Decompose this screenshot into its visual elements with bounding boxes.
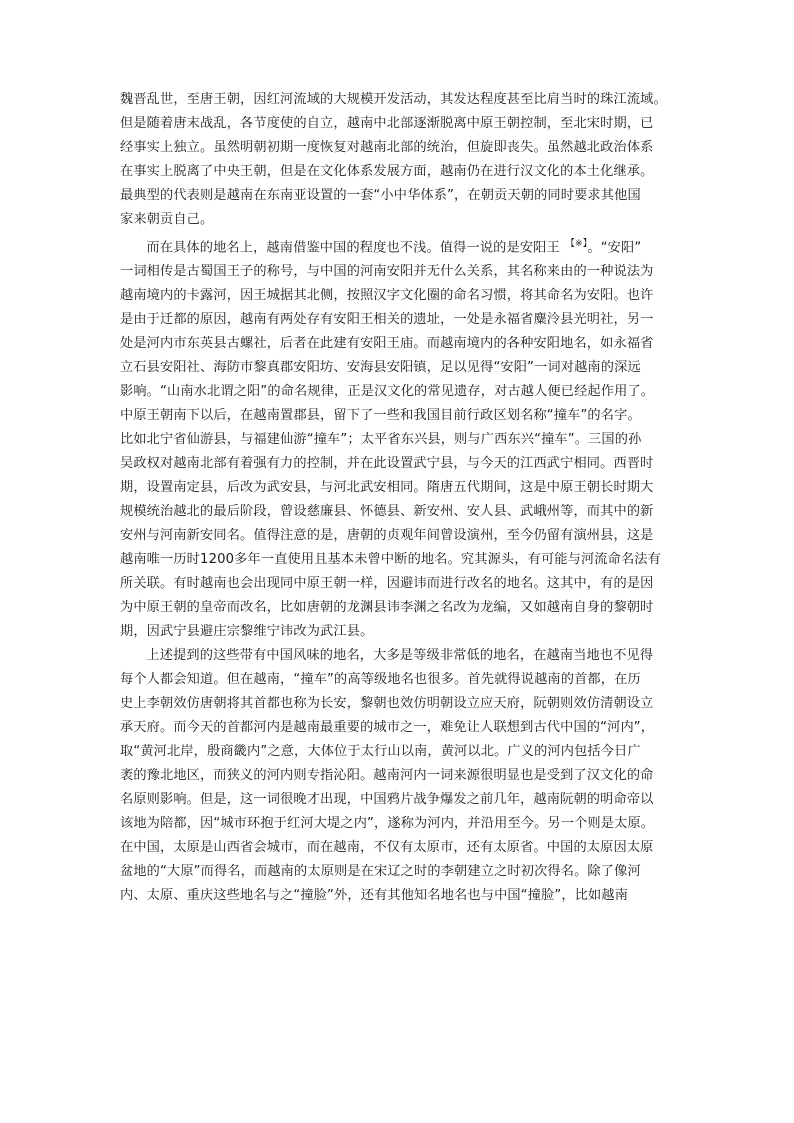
text-line: 影响。“山南水北谓之阳”的命名规律，正是汉文化的常见遗存，对古越人便已经起作用了。: [120, 384, 655, 400]
text-segment: 。“安阳”: [587, 240, 642, 256]
text-line: 在事实上脱离了中央王朝，但是在文化体系发展方面，越南仍在进行汉文化的本土化继承。: [120, 164, 654, 179]
paragraph-3: [120, 644, 690, 908]
text-line: 越南唯一历时1200多年一直使用且基本未曾中断的地名。究其源头，有可能与河流命名法有: [120, 552, 661, 568]
text-line: 史上李朝效仿唐朝将其首都也称为长安，黎朝也效仿明朝设立应天府，阮朝则效仿清朝设立: [120, 696, 654, 712]
text-line: 最典型的代表则是越南在东南亚设置的一套“小中华体系”，在朝贡天朝的同时要求其他国: [120, 188, 641, 203]
text-line: 所关联。有时越南也会出现同中原王朝一样，因避讳而进行改名的地名。这其中，有的是因: [120, 576, 654, 592]
text-line: 取“黄河北岸，殷商畿内”之意，大体位于太行山以南，黄河以北。广义的河内包括今日广: [120, 744, 641, 760]
paragraph-2: [120, 232, 690, 644]
text-line: 处是河内市东英县古螺社，后者在此建有安阳王庙。而越南境内的各种安阳地名，如永福省: [120, 336, 654, 352]
text-line: 魏晋乱世，至唐王朝，因红河流域的大规模开发活动，其发达程度甚至比肩当时的珠江流域。: [120, 92, 667, 107]
text-line: 规模统治越北的最后阶段，曾设慈廉县、怀德县、新安州、安人县、武峨州等，而其中的新: [120, 504, 654, 520]
text-line: 吴政权对越南北部有着强有力的控制，并在此设置武宁县，与今天的江西武宁相同。西晋时: [120, 456, 654, 472]
text-line: 但是随着唐末战乱，各节度使的自立，越南中北部逐渐脱离中原王朝控制，至北宋时期，已: [120, 116, 654, 131]
text-line: 该地为陪都，因“城市环抱于红河大堤之内”，遂称为河内，并沿用至今。另一个则是太原。: [120, 816, 655, 832]
text-line: 盆地的“大原”而得名，而越南的太原则是在宋辽之时的李朝建立之时初次得名。除了像河: [120, 864, 641, 880]
text-line: 在中国，太原是山西省会城市，而在越南，不仅有太原市，还有太原省。中国的太原因太原: [120, 840, 654, 856]
text-line: 承天府。而今天的首都河内是越南最重要的城市之一，难免让人联想到古代中国的“河内”，: [120, 720, 655, 736]
document-page: [120, 88, 690, 908]
text-line: 安州与河南新安同名。值得注意的是，唐朝的贞观年间曾设演州，至今仍留有演州县，这是: [120, 528, 654, 544]
text-line: 是由于迁都的原因，越南有两处存有安阳王相关的遗址，一处是永福省麋泠县光明社，另一: [120, 312, 654, 328]
text-line: 一词相传是古蜀国王子的称号，与中国的河南安阳并无什么关系，其名称来由的一种说法为: [120, 264, 654, 280]
paragraph-1: [120, 88, 690, 232]
text-line: 经事实上独立。虽然明朝初期一度恢复对越南北部的统治，但旋即丧失。虽然越北政治体系: [120, 140, 654, 155]
text-line: 内、太原、重庆这些地名与之“撞脸”外，还有其他知名地名也与中国“撞脸”，比如越南: [120, 888, 629, 904]
text-line: 期，因武宁县避庄宗黎维宁讳改为武江县。: [120, 624, 374, 640]
text-line-with-note: [120, 232, 690, 260]
text-line: 越南境内的卡露河，因王城据其北侧，按照汉字文化圈的命名习惯，将其命名为安阳。也许: [120, 288, 654, 304]
text-line: 立石县安阳社、海防市黎真郡安阳坊、安海县安阳镇，足以见得“安阳”一词对越南的深远: [120, 360, 641, 376]
text-line: 袤的豫北地区，而狭义的河内则专指沁阳。越南河内一词来源很明显也是受到了汉文化的命: [120, 768, 654, 784]
text-segment: 而在具体的地名上，越南借鉴中国的程度也不浅。值得一说的是安阳王: [146, 240, 560, 256]
footnote-marker: 【※】: [565, 239, 588, 249]
text-line: 名原则影响。但是，这一词很晚才出现，中国鸦片战争爆发之前几年，越南阮朝的明命帝以: [120, 792, 654, 808]
text-line: 每个人都会知道。但在越南，“撞车”的高等级地名也很多。首先就得说越南的首都，在历: [120, 672, 641, 688]
text-line: 期，设置南定县，后改为武安县，与河北武安相同。隋唐五代期间，这是中原王朝长时期大: [120, 480, 654, 496]
text-line: 中原王朝南下以后，在越南置郡县，留下了一些和我国目前行政区划名称“撞车”的名字。: [120, 408, 641, 424]
text-line: 家来朝贡自己。: [120, 212, 214, 227]
text-line: 为中原王朝的皇帝而改名，比如唐朝的龙渊县讳李渊之名改为龙编，又如越南自身的黎朝时: [120, 600, 654, 616]
text-line: 上述提到的这些带有中国风味的地名，大多是等级非常低的地名，在越南当地也不见得: [146, 648, 654, 664]
text-line: 比如北宁省仙游县，与福建仙游“撞车”；太平省东兴县，则与广西东兴“撞车”。三国的孙: [120, 432, 642, 448]
